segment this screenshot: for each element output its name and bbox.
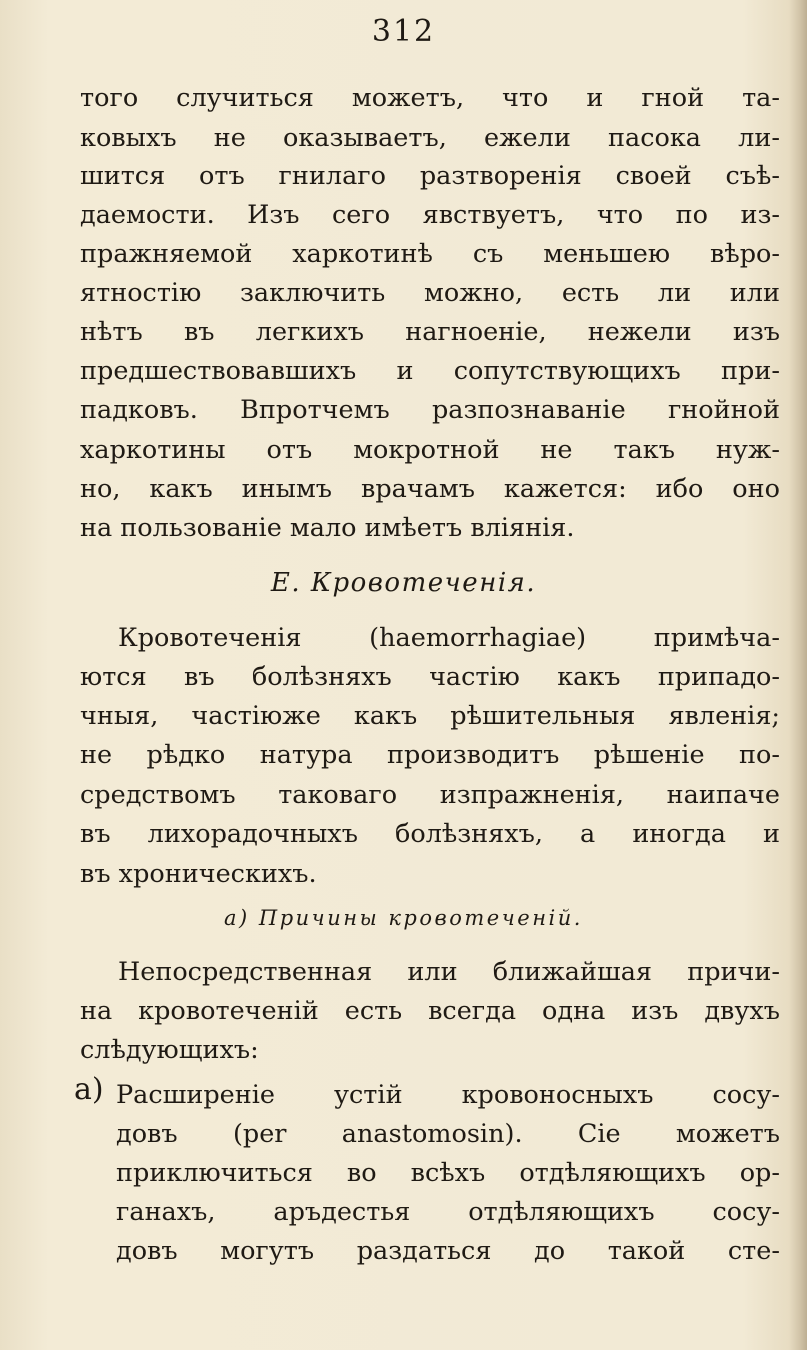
text-line: на пользованіе мало имѣетъ вліянія. <box>80 513 575 543</box>
text-line: слѣдующихъ: <box>80 1035 259 1065</box>
text-line: нѣтъ въ легкихъ нагноеніе, нежели изъ <box>80 317 780 347</box>
text-line: ятностію заключить можно, есть ли или <box>80 278 780 308</box>
text-line: того случиться можетъ, что и гной та- <box>80 83 780 113</box>
text-line: довъ могутъ раздаться до такой сте- <box>116 1236 780 1266</box>
text-line: средствомъ таковаго изпражненія, наипаче <box>80 780 780 810</box>
page-edge-shadow <box>789 0 807 1350</box>
list-marker: а) <box>74 1072 104 1107</box>
text-line: даемости. Изъ сего явствуетъ, что по из- <box>80 200 780 230</box>
text-line: въ хроническихъ. <box>80 859 317 889</box>
text-line: Расширеніе устій кровоносныхъ сосу- <box>116 1080 780 1110</box>
text-line: ковыхъ не оказываетъ, ежели пасока ли- <box>80 123 780 153</box>
text-line: приключиться во всѣхъ отдѣляющихъ ор- <box>116 1158 780 1188</box>
text-line: пражняемой харкотинѣ съ меньшею вѣро- <box>80 239 780 269</box>
text-line: на кровотеченій есть всегда одна изъ двухъ <box>80 996 780 1026</box>
text-line: но, какъ инымъ врачамъ кажется: ибо оно <box>80 474 780 504</box>
page-number: 312 <box>371 14 436 49</box>
text-line: въ лихорадочныхъ болѣзняхъ, а иногда и <box>80 819 780 849</box>
section-heading: Е. Кровотеченія. <box>270 568 537 598</box>
text-line: ются въ болѣзняхъ частію какъ припадо- <box>80 662 780 692</box>
text-line: Непосредственная или ближайшая причи- <box>118 957 780 987</box>
text-line: ганахъ, аръдестья отдѣляющихъ сосу- <box>116 1197 780 1227</box>
text-line: чныя, частіюже какъ рѣшительныя явленія; <box>80 701 780 731</box>
text-line: падковъ. Впротчемъ разпознаваніе гнойной <box>80 395 780 425</box>
text-line: шится отъ гнилаго разтворенія своей съѣ- <box>80 161 780 191</box>
text-line: довъ (per anastomosin). Сіе можетъ <box>116 1119 780 1149</box>
subsection-heading: а) Причины кровотеченій. <box>224 906 583 930</box>
text-line: не рѣдко натура производитъ рѣшеніе по- <box>80 740 780 770</box>
text-line: предшествовавшихъ и сопутствующихъ при- <box>80 356 780 386</box>
text-line: харкотины отъ мокротной не такъ нуж- <box>80 435 780 465</box>
text-line: Кровотеченія (haemorrhagiae) примѣча- <box>118 623 780 653</box>
